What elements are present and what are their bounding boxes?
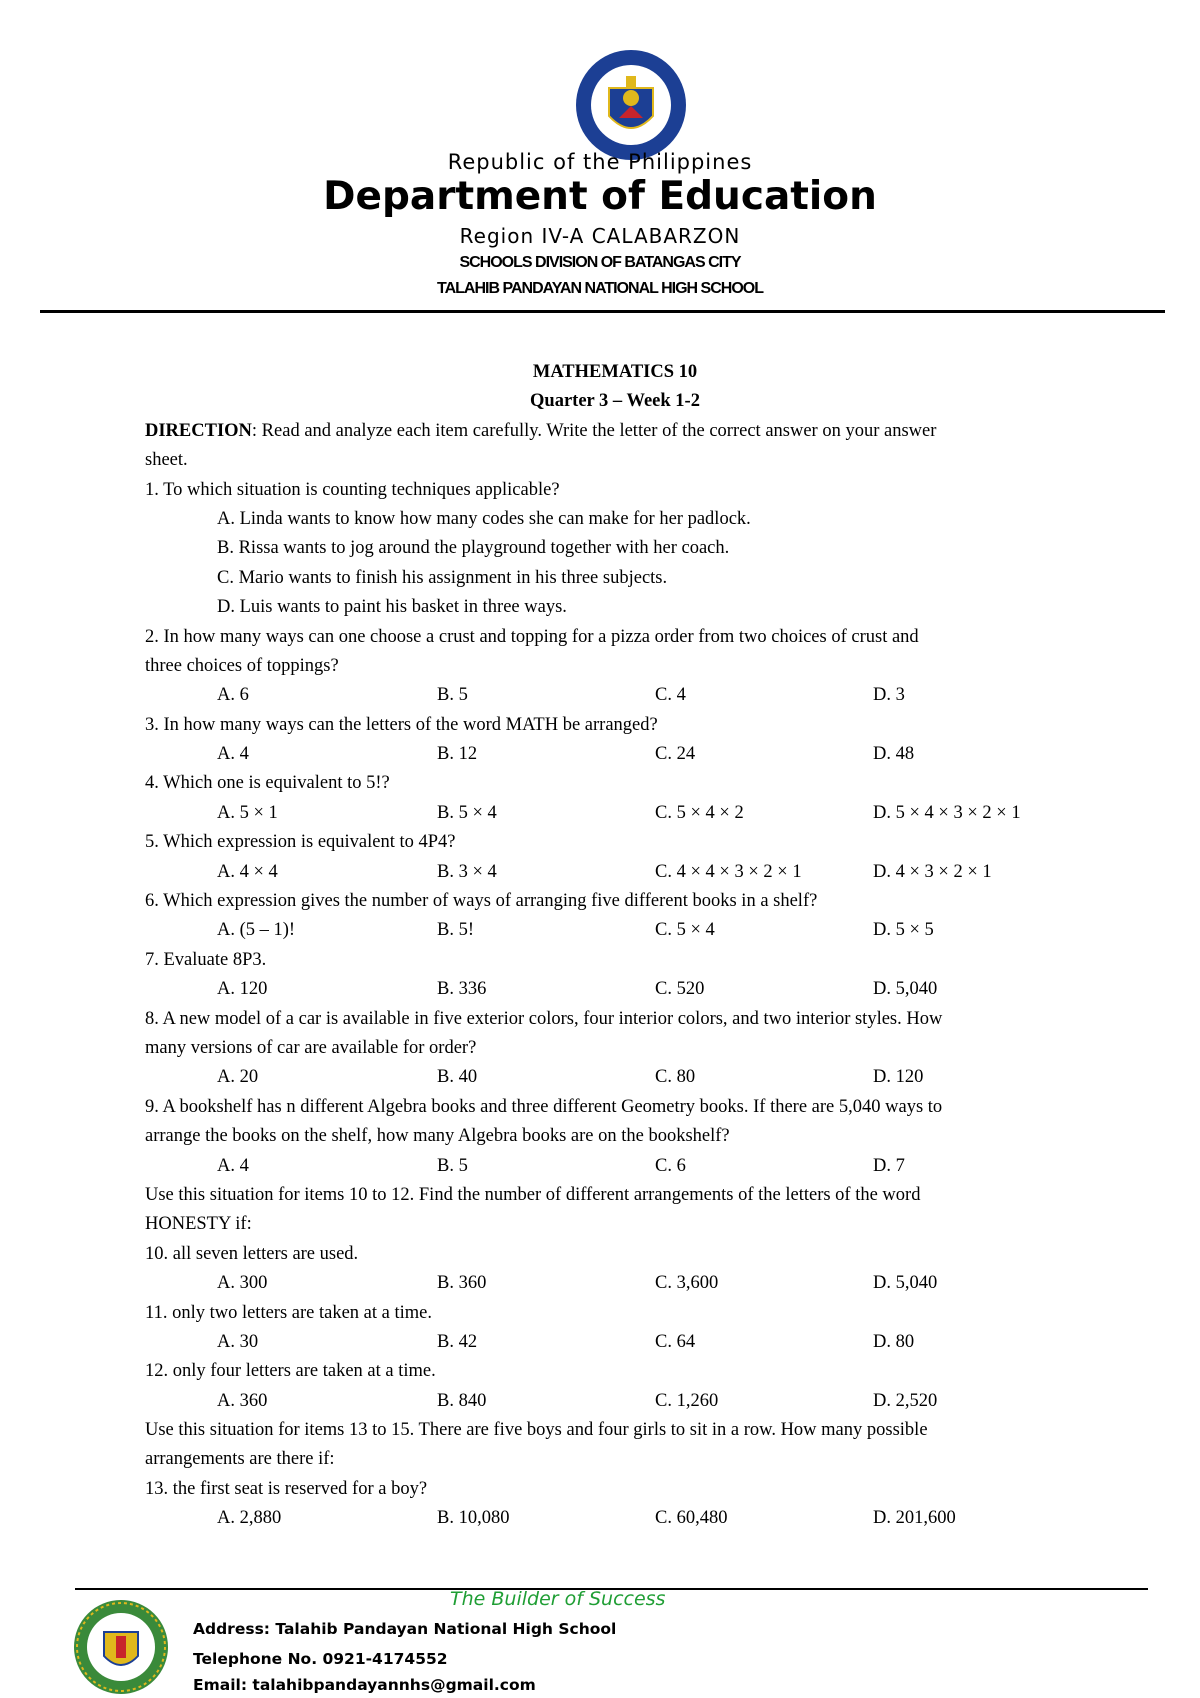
choice-row [145,1269,1105,1298]
choice-row [145,681,1105,710]
choice-c: C. 5 × 4 × 2 [655,802,744,823]
choice-c: C. 5 × 4 [655,920,715,941]
direction-text: : Read and analyze each item carefully. Write the letter of the correct answer on your answer [251,420,937,441]
choice-a: A. 20 [217,1067,259,1088]
choice-b: B. 5 [437,1155,468,1176]
choice-a: A. 4 × 4 [217,861,278,882]
choice-d: D. 80 [873,1331,915,1352]
choice-d: D. 7 [873,1155,905,1176]
footer-telephone: Telephone No. 0921-4174552 [193,1650,448,1668]
choice-d: D. 120 [873,1067,924,1088]
question-stem: 4. Which one is equivalent to 5!? [145,773,390,794]
situation-text-continued: HONESTY if: [145,1214,252,1235]
choice-d: D. 2,520 [873,1390,938,1411]
choice-d: D. Luis wants to paint his basket in three ways. [217,597,567,618]
choice-b: B. 5 [437,685,468,706]
situation-text: Use this situation for items 10 to 12. Find the number of different arrangements of the letters of the word [145,1184,921,1205]
choice-a: A. 5 × 1 [217,802,278,823]
question-stem: 1. To which situation is counting techniques applicable? [145,479,560,500]
choice-b: B. 5 × 4 [437,802,497,823]
situation-text-continued: arrangements are there if: [145,1449,335,1470]
choice-c: C. 24 [655,744,696,765]
footer-email[interactable]: Email: talahibpandayannhs@gmail.com [193,1676,536,1694]
choice-b: B. 10,080 [437,1508,510,1529]
choice-row [145,1152,1105,1181]
question-stem-continued: three choices of toppings? [145,655,339,676]
direction-text-continued: sheet. [145,450,188,471]
school-heading: TALAHIB PANDAYAN NATIONAL HIGH SCHOOL [437,280,763,297]
choice-row [145,1328,1105,1357]
choice-b: B. 12 [437,744,478,765]
question-stem: 6. Which expression gives the number of ways of arranging five different books in a shelf? [145,891,818,912]
choice-b: B. 5! [437,920,474,941]
choice-c: C. 4 [655,685,686,706]
choice-b: B. 840 [437,1390,487,1411]
choice-d: D. 5,040 [873,1273,938,1294]
region-heading: Region IV-A CALABARZON [459,224,741,248]
quiz-content [145,358,1105,1534]
question-stem: 11. only two letters are taken at a time. [145,1302,432,1323]
choice-d: D. 3 [873,685,905,706]
choice-c: C. 64 [655,1331,696,1352]
school-seal-logo [72,1598,170,1696]
choice-c: C. 60,480 [655,1508,728,1529]
choice-c: C. 4 × 4 × 3 × 2 × 1 [655,861,802,882]
choice-row [145,740,1105,769]
republic-heading: Republic of the Philippines [447,150,753,174]
choice-a: A. (5 – 1)! [217,920,296,941]
direction-label: DIRECTION [145,420,252,441]
choice-b: B. 42 [437,1331,478,1352]
choice-a: A. 6 [217,685,249,706]
situation-text: Use this situation for items 13 to 15. There are five boys and four girls to sit in a row. How many possible [145,1420,928,1441]
choice-a: A. 4 [217,744,249,765]
choice-c: C. 80 [655,1067,696,1088]
choice-b: B. 360 [437,1273,487,1294]
choice-c: C. 1,260 [655,1390,719,1411]
choice-c: C. 3,600 [655,1273,719,1294]
subject-title: MATHEMATICS 10 [532,362,698,382]
choice-row [145,1063,1105,1092]
choice-b: B. Rissa wants to jog around the playground together with her coach. [217,538,730,559]
choice-a: A. 120 [217,979,268,1000]
choice-c: C. 6 [655,1155,686,1176]
direction-line [145,417,1105,446]
choice-d: D. 5,040 [873,979,938,1000]
question-stem: 2. In how many ways can one choose a crust and topping for a pizza order from two choices of crust and [145,626,919,647]
choice-row [145,799,1105,828]
choice-row [145,1504,1105,1533]
department-heading: Department of Education [323,174,877,219]
choice-a: A. 30 [217,1331,259,1352]
choice-d: D. 48 [873,744,915,765]
question-stem: 9. A bookshelf has n different Algebra books and three different Geometry books. If there are 5,040 ways to [145,1096,943,1117]
choice-row [145,916,1105,945]
choice-d: D. 4 × 3 × 2 × 1 [873,861,992,882]
period-title: Quarter 3 – Week 1-2 [530,391,700,412]
choice-row [145,858,1105,887]
deped-seal-logo [574,48,688,162]
choice-row [145,975,1105,1004]
question-stem: 13. the first seat is reserved for a boy? [145,1478,428,1499]
division-heading: SCHOOLS DIVISION OF BATANGAS CITY [459,254,741,271]
choice-a: A. Linda wants to know how many codes she can make for her padlock. [217,508,751,529]
choice-b: B. 40 [437,1067,478,1088]
school-motto: The Builder of Success [450,1588,666,1610]
choice-b: B. 336 [437,979,487,1000]
choice-c: C. Mario wants to finish his assignment in his three subjects. [217,567,668,588]
question-stem: 3. In how many ways can the letters of the word MATH be arranged? [145,714,658,735]
choice-a: A. 360 [217,1390,268,1411]
question-stem: 8. A new model of a car is available in five exterior colors, four interior colors, and two interior styles. How [145,1008,943,1029]
choice-d: D. 5 × 5 [873,920,934,941]
question-stem: 7. Evaluate 8P3. [145,949,267,970]
question-stem-continued: many versions of car are available for order? [145,1037,477,1058]
header-divider [40,310,1165,313]
choice-b: B. 3 × 4 [437,861,497,882]
question-stem: 5. Which expression is equivalent to 4P4? [145,832,456,853]
question-stem: 12. only four letters are taken at a time. [145,1361,436,1382]
question-stem: 10. all seven letters are used. [145,1243,359,1264]
choice-a: A. 4 [217,1155,249,1176]
footer-address: Address: Talahib Pandayan National High School [193,1620,617,1638]
choice-d: D. 201,600 [873,1508,956,1529]
choice-c: C. 520 [655,979,705,1000]
choice-d: D. 5 × 4 × 3 × 2 × 1 [873,802,1021,823]
question-stem-continued: arrange the books on the shelf, how many Algebra books are on the bookshelf? [145,1126,730,1147]
choice-a: A. 2,880 [217,1508,282,1529]
choice-row [145,1387,1105,1416]
choice-a: A. 300 [217,1273,268,1294]
